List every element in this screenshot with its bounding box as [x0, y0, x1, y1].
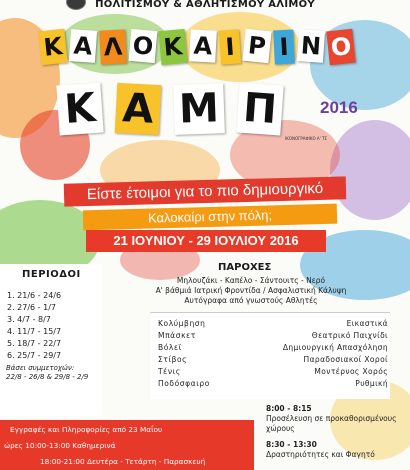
title-small-note: ΙΚΟΝΟΓΡΑΦΙΚΟ Α' ΤΣ — [285, 136, 327, 141]
period-item: 4. 11/7 - 15/7 — [7, 327, 62, 336]
schedule-block — [266, 440, 410, 460]
schedule-desc: Δραστηριότητες και Φαγητό — [266, 450, 375, 459]
title-letter: Α — [189, 29, 217, 62]
sport-activity: Ποδόσφαιρο — [158, 379, 210, 388]
title-letter: Ο — [326, 29, 355, 66]
title-letter: Μ — [173, 83, 225, 135]
tagline-line-1: Είστε έτοιμοι για το πιο δημιουργικό — [64, 176, 347, 206]
organization-name: ΠΟΛΙΤΙΣΜΟΥ & ΑΘΛΗΤΙΣΜΟΥ ΑΛΙΜΟΥ — [95, 0, 315, 10]
periods-note-value: 22/8 - 26/8 & 29/8 - 2/9 — [6, 373, 89, 381]
period-item: 3. 4/7 - 8/7 — [7, 315, 51, 324]
camp-dates: 21 ΙΟΥΝΙΟΥ - 29 ΙΟΥΛΙΟΥ 2016 — [86, 230, 326, 252]
arts-activity: Δημιουργική Απασχόληση — [282, 343, 388, 352]
paint-splash — [330, 120, 410, 220]
periods-note — [6, 364, 88, 382]
arts-activity: Ρυθμική — [355, 379, 388, 388]
period-item: 5. 18/7 - 22/7 — [7, 339, 62, 348]
daily-schedule — [266, 404, 410, 466]
periods-title: ΠΕΡΙΟΔΟΙ — [22, 269, 81, 280]
registration-line: ώρες 10:00-13:00 Καθημερινά — [4, 441, 116, 450]
title-letter: Ν — [297, 29, 325, 63]
title-year: 2016 — [320, 98, 358, 117]
title-letter: Ο — [129, 29, 158, 63]
provisions-list — [134, 276, 368, 306]
registration-line: 18:00-21:00 Δευτέρα - Τετάρτη - Παρασκευή — [40, 457, 206, 466]
provision-item: Α' βάθμιά Ιατρική Φροντίδα / Ασφαλιστική Κάλυψη — [155, 286, 347, 295]
arts-activity: Εικαστικά — [346, 319, 388, 328]
registration-line: Εγγραφές και Πληροφορίες από 23 Μαΐου — [10, 425, 163, 434]
periods-list — [7, 290, 61, 362]
period-item: 6. 25/7 - 29/7 — [7, 351, 62, 360]
arts-activity: Μοντέρνος Χορός — [314, 367, 388, 376]
arts-activity: Θεατρικό Παιχνίδι — [311, 331, 388, 340]
title-line-1 — [40, 30, 354, 64]
period-item: 1. 21/6 - 24/6 — [7, 291, 62, 300]
sport-activity: Στίβος — [158, 355, 188, 364]
periods-note-label: Βάσει συμμετοχών: — [6, 364, 75, 372]
provision-item: Αυτόγραφα από γνωστούς Αθλητές — [184, 296, 318, 305]
schedule-desc: Προσέλευση σε προκαθορισμένους χώρους — [266, 414, 397, 433]
provisions-title: ΠΑΡΟΧΕΣ — [218, 262, 272, 273]
period-item: 2. 27/6 - 1/7 — [7, 303, 56, 312]
title-line-2 — [58, 84, 282, 134]
registration-panel — [0, 420, 254, 470]
arts-activity: Παραδοσιακοί Χοροί — [303, 355, 388, 364]
title-letter: Α — [69, 29, 97, 63]
sport-activity: Βόλεϊ — [158, 343, 182, 352]
title-letter: Κ — [56, 83, 103, 136]
title-letter: Λ — [99, 29, 127, 64]
sport-activity: Κολύμβηση — [158, 319, 206, 328]
title-letter: Ρ — [242, 29, 271, 64]
title-letter: Ι — [219, 29, 241, 64]
title-letter: Ι — [273, 29, 295, 64]
title-letter: Κ — [38, 29, 67, 66]
schedule-block — [266, 404, 410, 434]
schedule-time: 8:00 - 8:15 — [266, 404, 312, 413]
arts-activities-list — [283, 318, 388, 390]
title-letter: Κ — [159, 29, 188, 65]
title-letter: Α — [115, 83, 162, 135]
sport-activity: Τένις — [158, 367, 181, 376]
tagline-line-2: Καλοκαίρι στην πόλη; — [83, 204, 337, 231]
schedule-time: 8:30 - 13:30 — [266, 440, 317, 449]
sport-activity: Μπάσκετ — [158, 331, 196, 340]
provision-item: Μηλουζάκι - Καπέλο - Σάντουιτς - Νερό — [176, 276, 326, 285]
title-letter: Π — [236, 83, 283, 136]
sports-activities-list — [158, 318, 210, 390]
